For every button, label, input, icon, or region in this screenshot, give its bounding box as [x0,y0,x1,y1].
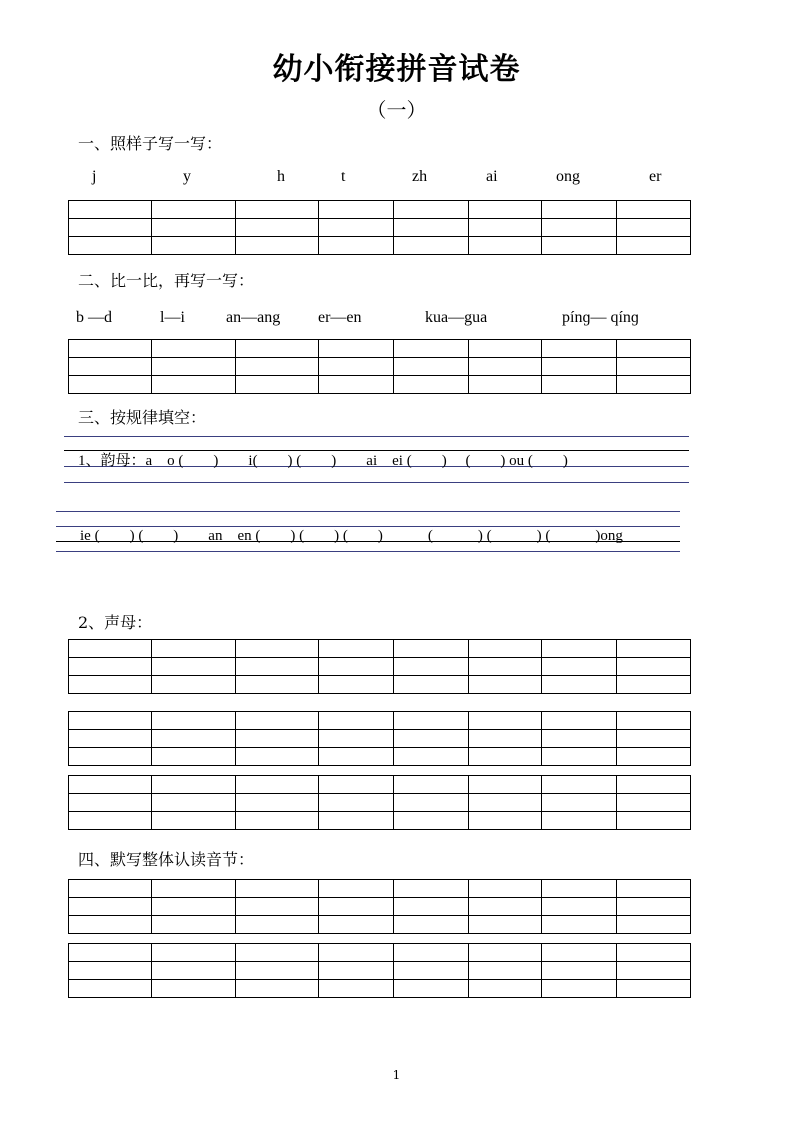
grid-cell[interactable] [469,712,542,730]
grid-cell[interactable] [469,340,542,358]
section1-heading: 一、照样子写一写： [78,134,223,153]
grid-cell[interactable] [319,962,394,980]
grid-row [69,676,691,694]
grid-cell[interactable] [469,898,542,916]
grid-cell[interactable] [394,340,469,358]
grid-cell[interactable] [469,962,542,980]
grid-cell[interactable] [319,201,394,219]
grid-cell[interactable] [69,712,152,730]
grid-cell[interactable] [69,237,152,255]
grid-cell[interactable] [617,640,691,658]
page-number: 1 [392,1068,401,1082]
writing-grid[interactable] [68,200,691,255]
grid-cell[interactable] [469,880,542,898]
grid-cell[interactable] [469,916,542,934]
grid-cell[interactable] [319,812,394,830]
grid-cell[interactable] [617,658,691,676]
grid-cell[interactable] [394,812,469,830]
grid-cell[interactable] [236,962,319,980]
grid-cell[interactable] [617,962,691,980]
grid-cell[interactable] [394,358,469,376]
grid-cell[interactable] [319,776,394,794]
grid-cell[interactable] [394,776,469,794]
grid-cell[interactable] [542,201,617,219]
grid-row [69,640,691,658]
grid-row [69,794,691,812]
grid-cell[interactable] [236,358,319,376]
grid-cell[interactable] [617,237,691,255]
grid-row [69,748,691,766]
grid-cell[interactable] [394,880,469,898]
grid-cell[interactable] [394,944,469,962]
grid-cell[interactable] [542,640,617,658]
grid-cell[interactable] [469,219,542,237]
pinyin-pair: pínɡ— qínɡ [562,309,639,326]
writing-grid[interactable] [68,879,691,934]
grid-cell[interactable] [152,962,236,980]
fill-blank-line-1[interactable]: 1、韵母：a o ( ) i( ) ( ) ai ei ( ) ( ) ou ( ) [78,453,568,469]
writing-grid[interactable] [68,775,691,830]
grid-cell[interactable] [152,358,236,376]
grid-cell[interactable] [617,980,691,998]
grid-cell[interactable] [617,812,691,830]
grid-cell[interactable] [394,676,469,694]
grid-cell[interactable] [542,712,617,730]
grid-cell[interactable] [152,980,236,998]
writing-line [56,551,680,552]
grid-cell[interactable] [319,980,394,998]
grid-row [69,730,691,748]
writing-grid[interactable] [68,711,691,766]
grid-cell[interactable] [617,358,691,376]
grid-cell[interactable] [319,219,394,237]
grid-cell[interactable] [469,730,542,748]
pinyin-letter: zh [412,168,428,185]
grid-cell[interactable] [469,748,542,766]
grid-cell[interactable] [542,676,617,694]
grid-cell[interactable] [69,898,152,916]
grid-cell[interactable] [542,730,617,748]
grid-cell[interactable] [617,730,691,748]
grid-cell[interactable] [617,794,691,812]
grid-row [69,201,691,219]
section4-heading: 四、默写整体认读音节： [78,850,255,869]
grid-cell[interactable] [236,676,319,694]
writing-grid[interactable] [68,943,691,998]
grid-cell[interactable] [617,916,691,934]
pinyin-pair: l—i [160,309,185,326]
section3-heading: 三、按规律填空： [78,408,207,427]
grid-cell[interactable] [236,201,319,219]
grid-cell[interactable] [617,712,691,730]
grid-row [69,898,691,916]
grid-cell[interactable] [319,944,394,962]
grid-cell[interactable] [236,640,319,658]
grid-cell[interactable] [469,237,542,255]
grid-cell[interactable] [319,676,394,694]
grid-cell[interactable] [617,201,691,219]
grid-cell[interactable] [394,237,469,255]
grid-cell[interactable] [69,340,152,358]
grid-cell[interactable] [469,640,542,658]
grid-cell[interactable] [394,658,469,676]
grid-cell[interactable] [152,237,236,255]
grid-cell[interactable] [152,916,236,934]
grid-cell[interactable] [69,358,152,376]
grid-cell[interactable] [69,640,152,658]
grid-cell[interactable] [617,219,691,237]
grid-cell[interactable] [319,712,394,730]
grid-cell[interactable] [152,376,236,394]
grid-cell[interactable] [542,237,617,255]
grid-cell[interactable] [542,962,617,980]
grid-cell[interactable] [542,898,617,916]
fill-blank-line-2[interactable]: ie ( ) ( ) an en ( ) ( ) ( ) ( ) ( ) ( )ong [80,528,623,544]
grid-row [69,880,691,898]
grid-cell[interactable] [236,340,319,358]
grid-cell[interactable] [469,658,542,676]
grid-cell[interactable] [69,676,152,694]
grid-cell[interactable] [542,880,617,898]
grid-cell[interactable] [319,916,394,934]
grid-cell[interactable] [394,640,469,658]
pinyin-pair: er—en [318,309,362,326]
grid-row [69,776,691,794]
grid-cell[interactable] [69,658,152,676]
grid-cell[interactable] [69,748,152,766]
pinyin-pair: kua—gua [425,309,488,326]
grid-cell[interactable] [319,748,394,766]
grid-row [69,916,691,934]
grid-cell[interactable] [236,880,319,898]
grid-cell[interactable] [319,880,394,898]
grid-cell[interactable] [69,201,152,219]
grid-cell[interactable] [319,237,394,255]
grid-cell[interactable] [617,340,691,358]
grid-cell[interactable] [542,980,617,998]
grid-cell[interactable] [236,748,319,766]
grid-cell[interactable] [152,712,236,730]
pinyin-letter: j [92,168,97,185]
grid-cell[interactable] [469,980,542,998]
grid-row [69,962,691,980]
grid-cell[interactable] [69,776,152,794]
page-title: 幼小衔接拼音试卷 [272,52,521,87]
grid-row [69,658,691,676]
grid-cell[interactable] [319,358,394,376]
grid-cell[interactable] [542,219,617,237]
grid-cell[interactable] [542,358,617,376]
grid-cell[interactable] [617,898,691,916]
writing-grid[interactable] [68,339,691,394]
grid-row [69,358,691,376]
grid-row [69,376,691,394]
page-subtitle: （一） [366,98,427,122]
pinyin-letter: h [277,168,285,185]
grid-cell[interactable] [236,812,319,830]
grid-cell[interactable] [69,812,152,830]
writing-line [64,482,689,483]
grid-cell[interactable] [542,812,617,830]
grid-row [69,944,691,962]
grid-cell[interactable] [542,658,617,676]
grid-cell[interactable] [469,776,542,794]
grid-cell[interactable] [236,980,319,998]
writing-line [56,511,680,512]
grid-cell[interactable] [152,898,236,916]
grid-cell[interactable] [542,944,617,962]
grid-cell[interactable] [542,776,617,794]
grid-cell[interactable] [469,944,542,962]
grid-cell[interactable] [236,658,319,676]
grid-cell[interactable] [69,730,152,748]
grid-row [69,812,691,830]
grid-cell[interactable] [236,776,319,794]
pinyin-letter: ong [556,168,580,185]
writing-grid[interactable] [68,639,691,694]
grid-cell[interactable] [152,748,236,766]
grid-cell[interactable] [236,237,319,255]
grid-row [69,340,691,358]
grid-row [69,237,691,255]
grid-cell[interactable] [394,980,469,998]
grid-cell[interactable] [152,676,236,694]
grid-cell[interactable] [542,794,617,812]
grid-cell[interactable] [394,794,469,812]
grid-cell[interactable] [69,962,152,980]
section2-heading: 二、比一比，再写一写： [78,271,255,290]
grid-cell[interactable] [236,898,319,916]
pinyin-pair: b —d [76,309,112,326]
grid-cell[interactable] [542,340,617,358]
grid-cell[interactable] [319,376,394,394]
pinyin-pair: an—ang [226,309,281,326]
grid-cell[interactable] [152,880,236,898]
pinyin-letter: ai [486,168,498,185]
grid-cell[interactable] [617,676,691,694]
grid-cell[interactable] [617,776,691,794]
grid-cell[interactable] [236,794,319,812]
grid-cell[interactable] [69,916,152,934]
grid-cell[interactable] [152,730,236,748]
grid-cell[interactable] [152,340,236,358]
grid-cell[interactable] [394,730,469,748]
grid-cell[interactable] [152,201,236,219]
grid-cell[interactable] [617,944,691,962]
grid-cell[interactable] [617,376,691,394]
grid-cell[interactable] [394,748,469,766]
grid-cell[interactable] [152,640,236,658]
grid-cell[interactable] [542,748,617,766]
grid-cell[interactable] [394,376,469,394]
grid-cell[interactable] [469,201,542,219]
grid-row [69,219,691,237]
grid-cell[interactable] [469,676,542,694]
grid-cell[interactable] [152,812,236,830]
grid-cell[interactable] [394,898,469,916]
grid-cell[interactable] [542,376,617,394]
grid-cell[interactable] [394,201,469,219]
grid-cell[interactable] [69,219,152,237]
grid-cell[interactable] [319,340,394,358]
grid-cell[interactable] [152,219,236,237]
grid-cell[interactable] [236,916,319,934]
grid-cell[interactable] [236,712,319,730]
grid-cell[interactable] [69,944,152,962]
grid-cell[interactable] [69,980,152,998]
grid-cell[interactable] [394,916,469,934]
grid-cell[interactable] [617,880,691,898]
sub-heading-initials: 2、声母： [78,613,153,632]
grid-cell[interactable] [469,358,542,376]
grid-cell[interactable] [69,880,152,898]
grid-row [69,712,691,730]
grid-cell[interactable] [236,730,319,748]
grid-cell[interactable] [236,219,319,237]
grid-cell[interactable] [542,916,617,934]
grid-cell[interactable] [617,748,691,766]
grid-cell[interactable] [152,658,236,676]
grid-cell[interactable] [236,944,319,962]
grid-cell[interactable] [469,376,542,394]
grid-cell[interactable] [319,640,394,658]
grid-cell[interactable] [469,794,542,812]
pinyin-letter: y [183,168,191,185]
grid-row [69,980,691,998]
pinyin-letter: er [649,168,662,185]
grid-cell[interactable] [469,812,542,830]
grid-cell[interactable] [394,219,469,237]
grid-cell[interactable] [394,712,469,730]
grid-cell[interactable] [319,898,394,916]
grid-cell[interactable] [394,962,469,980]
grid-cell[interactable] [319,730,394,748]
grid-cell[interactable] [319,658,394,676]
grid-cell[interactable] [69,376,152,394]
grid-cell[interactable] [152,776,236,794]
grid-cell[interactable] [236,376,319,394]
grid-cell[interactable] [152,944,236,962]
pinyin-letter: t [341,168,346,185]
writing-line [64,436,689,437]
grid-cell[interactable] [152,794,236,812]
grid-cell[interactable] [69,794,152,812]
grid-cell[interactable] [319,794,394,812]
